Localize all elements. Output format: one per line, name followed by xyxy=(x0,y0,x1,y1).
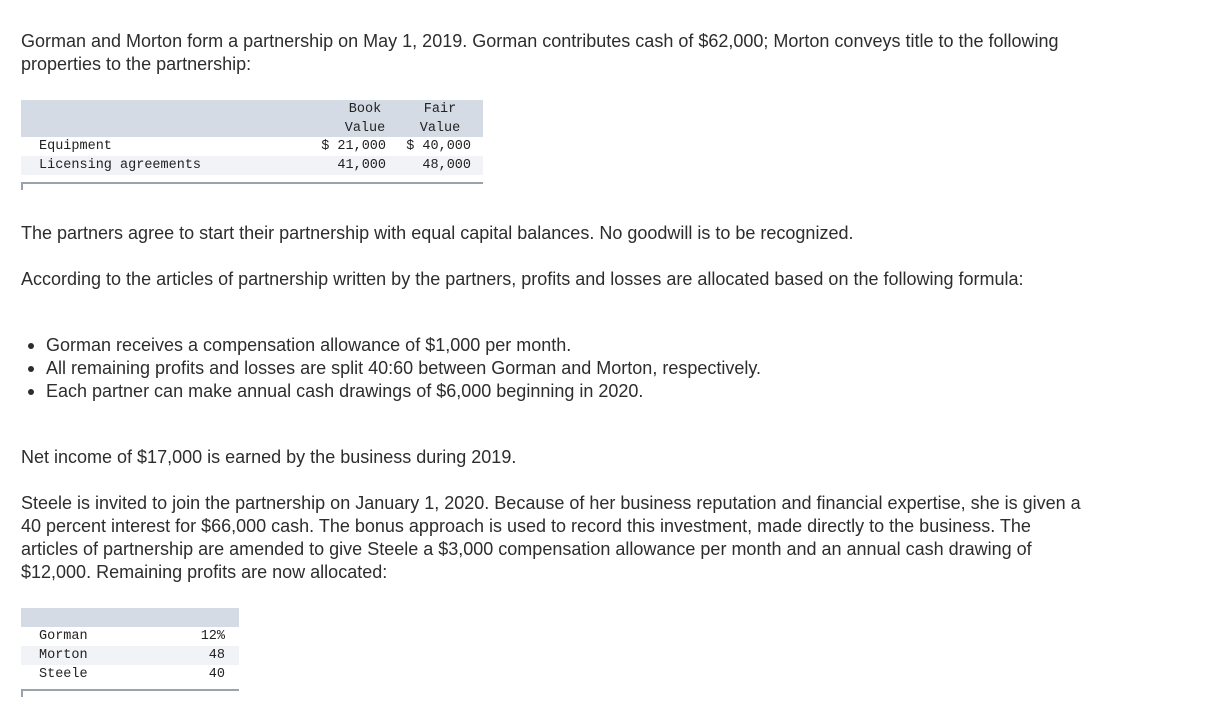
allocation-table xyxy=(21,608,239,697)
row-label: Licensing agreements xyxy=(39,158,202,173)
partner-share: 48 xyxy=(208,648,225,663)
partner-name: Steele xyxy=(39,667,88,682)
property-table xyxy=(21,100,483,190)
steele-paragraph xyxy=(21,492,1081,584)
bullet-icon xyxy=(28,366,34,372)
table-row xyxy=(21,627,239,646)
row-label: Equipment xyxy=(39,139,112,154)
table-row xyxy=(21,665,239,684)
table-footer-rule xyxy=(21,182,483,190)
steele-line-2: 40 percent interest for $66,000 cash. The bonus approach is used to record this investment, made directly to the business. The xyxy=(21,516,1031,536)
property-table-header xyxy=(21,100,483,137)
book-value-cell: $ 21,000 xyxy=(321,139,386,154)
table-row xyxy=(21,137,483,156)
table-footer-rule xyxy=(21,689,239,697)
allocation-formula-list xyxy=(21,334,761,403)
steele-line-4: $12,000. Remaining profits are now allocated: xyxy=(21,562,388,582)
list-item: Each partner can make annual cash drawings of $6,000 beginning in 2020. xyxy=(21,380,761,403)
steele-line-3: articles of partnership are amended to give Steele a $3,000 compensation allowance per month and an annual cash drawing of xyxy=(21,539,1032,559)
partner-share: 12% xyxy=(200,629,225,644)
fair-value-header: Fair Value xyxy=(419,102,461,136)
intro-line-2: properties to the partnership: xyxy=(21,54,252,74)
list-item: All remaining profits and losses are split 40:60 between Gorman and Morton, respectively. xyxy=(21,357,761,380)
list-item: Gorman receives a compensation allowance of $1,000 per month. xyxy=(21,334,761,357)
allocation-table-header xyxy=(21,608,239,627)
bullet-icon xyxy=(28,343,34,349)
partner-name: Gorman xyxy=(39,629,88,644)
table-row xyxy=(21,156,483,175)
bullet-icon xyxy=(28,389,34,395)
partner-share: 40 xyxy=(208,667,225,682)
table-row xyxy=(21,646,239,665)
partner-name: Morton xyxy=(39,648,88,663)
net-income-paragraph: Net income of $17,000 is earned by the business during 2019. xyxy=(21,447,517,467)
articles-paragraph: According to the articles of partnership written by the partners, profits and losses are allocated based on the following formula: xyxy=(21,269,1024,289)
fair-value-cell: 48,000 xyxy=(422,158,471,173)
book-value-header: Book Value xyxy=(344,102,386,136)
intro-line-1: Gorman and Morton form a partnership on May 1, 2019. Gorman contributes cash of $62,000; Morton conveys title to the following xyxy=(21,31,1059,51)
intro-paragraph xyxy=(21,30,1059,76)
fair-value-cell: $ 40,000 xyxy=(406,139,471,154)
book-value-cell: 41,000 xyxy=(337,158,386,173)
steele-line-1: Steele is invited to join the partnership on January 1, 2020. Because of her business reputation and financial expertise, she is given a xyxy=(21,493,1081,513)
equal-capital-paragraph: The partners agree to start their partnership with equal capital balances. No goodwill is to be recognized. xyxy=(21,223,854,243)
